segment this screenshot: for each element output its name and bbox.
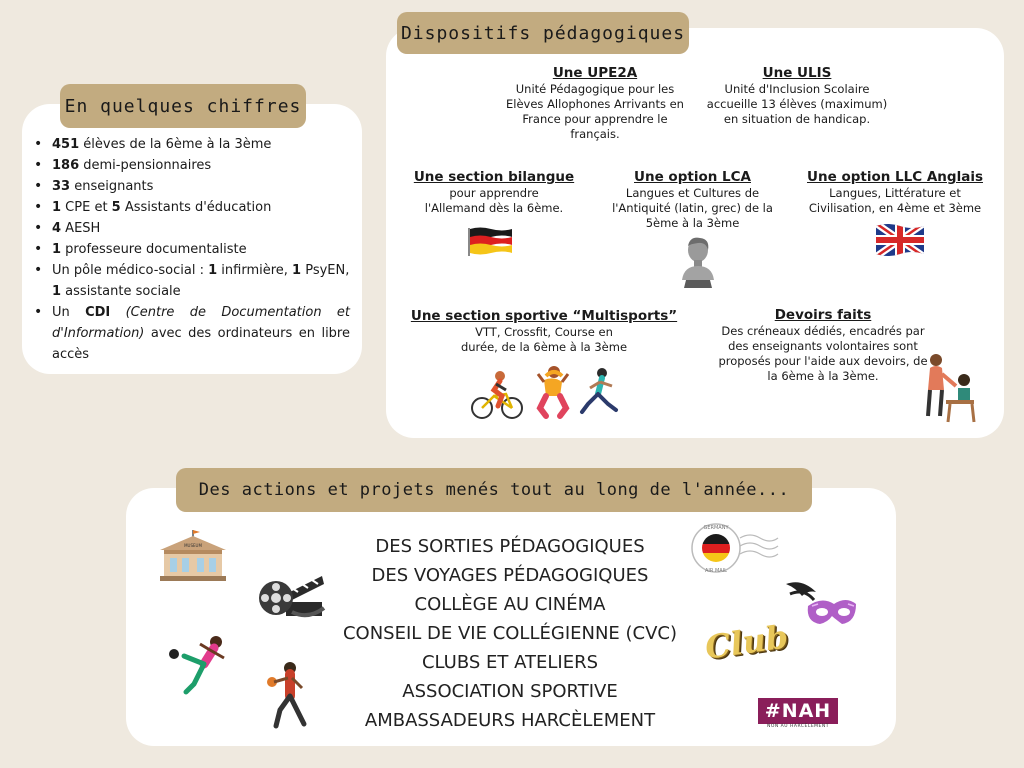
device-bilangue: [404, 168, 584, 216]
device-bilangue-title: Une section bilangue: [413, 169, 575, 185]
list-item: • Un CDI (Centre de Documentation et d'Information) avec des ordinateurs en libre accès: [30, 302, 350, 365]
carnival-mask-icon: [782, 578, 858, 634]
device-devoirs: [712, 306, 934, 384]
action-item: DES VOYAGES PÉDAGOGIQUES: [371, 565, 649, 586]
club-sign: [702, 617, 791, 668]
device-upe2a-desc: Unité Pédagogique pour les Elèves Allophones Arrivants en France pour apprendre le français.: [506, 82, 684, 141]
uk-flag-icon: [874, 222, 926, 258]
nah-logo: [758, 698, 838, 730]
nah-label: #NAH: [758, 698, 838, 724]
device-lca: [605, 168, 780, 231]
device-bilangue-desc: pour apprendre l'Allemand dès la 6ème.: [424, 186, 564, 215]
club-label: Club: [702, 617, 791, 667]
device-sport-desc: VTT, Crossfit, Course en durée, de la 6ème à la 3ème: [460, 325, 628, 354]
action-item: CLUBS ET ATELIERS: [421, 652, 599, 673]
list-item: • 33 enseignants: [30, 176, 350, 197]
action-item: COLLÈGE AU CINÉMA: [414, 594, 606, 615]
device-sport: [410, 307, 678, 355]
stamp-bottom-label: AIR MAIL: [705, 568, 727, 574]
list-item: • 1 professeure documentaliste: [30, 239, 350, 260]
nah-sublabel: NON AU HARCÈLEMENT: [766, 724, 830, 729]
device-lca-desc: Langues et Cultures de l'Antiquité (latin, grec) de la 5ème à la 3ème: [612, 186, 773, 230]
device-devoirs-title: Devoirs faits: [774, 307, 872, 323]
device-llc-title: Une option LLC Anglais: [807, 169, 983, 185]
stamp-top-label: GERMANY: [703, 525, 729, 531]
device-devoirs-desc: Des créneaux dédiés, encadrés par des enseignants volontaires sont proposés pour l'aide aux devoirs, de la 6ème à la 3ème.: [718, 324, 928, 383]
list-item: • 4 AESH: [30, 218, 350, 239]
actions-title: Des actions et projets menés tout au long de l'année...: [176, 468, 812, 512]
list-item: • 451 élèves de la 6ème à la 3ème: [30, 134, 350, 155]
action-item: AMBASSADEURS HARCÈLEMENT: [364, 710, 656, 731]
device-ulis-desc: Unité d'Inclusion Scolaire accueille 13 élèves (maximum) en situation de handicap.: [706, 82, 888, 126]
list-item: • 1 CPE et 5 Assistants d'éducation: [30, 197, 350, 218]
device-llc-desc: Langues, Littérature et Civilisation, en 4ème et 3ème: [808, 186, 982, 215]
device-upe2a-title: Une UPE2A: [552, 65, 638, 81]
homework-help-icon: [920, 350, 980, 430]
handball-player-icon: [262, 660, 312, 730]
dispositifs-title: Dispositifs pédagogiques: [397, 12, 689, 54]
device-llc: [800, 168, 990, 216]
footballer-icon: [166, 634, 232, 696]
action-item: DES SORTIES PÉDAGOGIQUES: [375, 536, 645, 557]
crossfit-athlete-icon: [532, 364, 574, 420]
actions-list: [300, 532, 720, 735]
chiffres-title: En quelques chiffres: [60, 84, 306, 128]
device-sport-title: Une section sportive “Multisports”: [410, 308, 678, 324]
action-item: CONSEIL DE VIE COLLÉGIENNE (CVC): [342, 623, 678, 644]
greek-bust-icon: [676, 236, 720, 290]
list-item: • Un pôle médico-social : 1 infirmière, 1 PsyEN, 1 assistante sociale: [30, 260, 350, 302]
device-upe2a: [500, 64, 690, 142]
museum-label: MUSEUM: [184, 543, 202, 548]
germany-stamp-icon: [690, 520, 780, 578]
film-reel-icon: [256, 572, 326, 620]
runner-icon: [578, 366, 622, 420]
device-ulis: [704, 64, 890, 127]
german-flag-icon: [468, 226, 514, 256]
list-item: • 186 demi-pensionnaires: [30, 155, 350, 176]
device-lca-title: Une option LCA: [634, 169, 751, 185]
device-ulis-title: Une ULIS: [762, 65, 832, 81]
action-item: ASSOCIATION SPORTIVE: [402, 681, 618, 702]
stats-list: [30, 134, 350, 365]
museum-icon: [156, 526, 230, 582]
cyclist-icon: [470, 368, 524, 420]
